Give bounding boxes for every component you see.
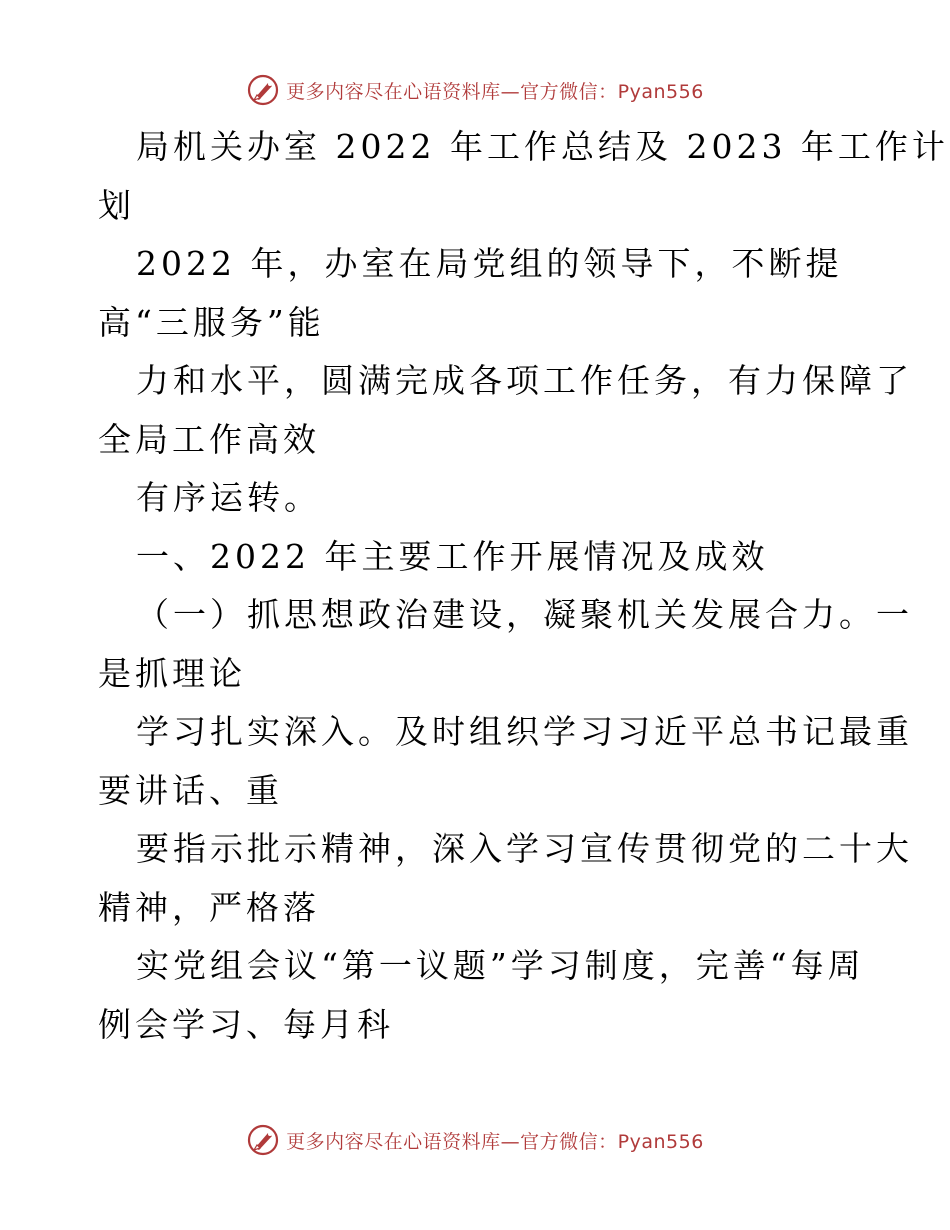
text-line-14: 精神，严格落 [98, 887, 320, 927]
footer-banner [0, 1120, 950, 1160]
text-line-11: 学习扎实深入。及时组织学习习近平总书记最重 [136, 712, 913, 751]
text-line-4: 高“三服务”能 [98, 302, 325, 342]
text-line-2: 划 [98, 185, 135, 225]
footer-banner-text: 更多内容尽在心语资料库—官方微信：Pyan556 [286, 1130, 704, 1153]
text-line-13: 要指示批示精神，深入学习宣传贯彻党的二十大 [136, 829, 913, 868]
section-heading: 一、2022 年主要工作开展情况及成效 [136, 536, 769, 576]
header-banner-text: 更多内容尽在心语资料库—官方微信：Pyan556 [286, 80, 704, 103]
header-banner [0, 70, 950, 110]
pen-nib-logo-icon [246, 1123, 280, 1157]
text-line-7: 有序运转。 [136, 478, 321, 517]
text-line-15: 实党组会议“第一议题”学习制度，完善“每周 [136, 946, 865, 985]
text-line-1: 局机关办室 2022 年工作总结及 2023 年工作计 [136, 127, 949, 166]
pen-nib-logo-icon [246, 73, 280, 107]
document-body [98, 118, 949, 1054]
text-line-5: 力和水平，圆满完成各项工作任务，有力保障了 [136, 361, 913, 400]
text-line-3: 2022 年，办室在局党组的领导下，不断提 [136, 244, 843, 283]
text-line-16: 例会学习、每月科 [98, 1004, 394, 1044]
text-line-9: （一）抓思想政治建设，凝聚机关发展合力。一 [136, 595, 913, 634]
text-line-12: 要讲话、重 [98, 770, 283, 810]
text-line-10: 是抓理论 [98, 653, 246, 693]
text-line-6: 全局工作高效 [98, 419, 320, 459]
